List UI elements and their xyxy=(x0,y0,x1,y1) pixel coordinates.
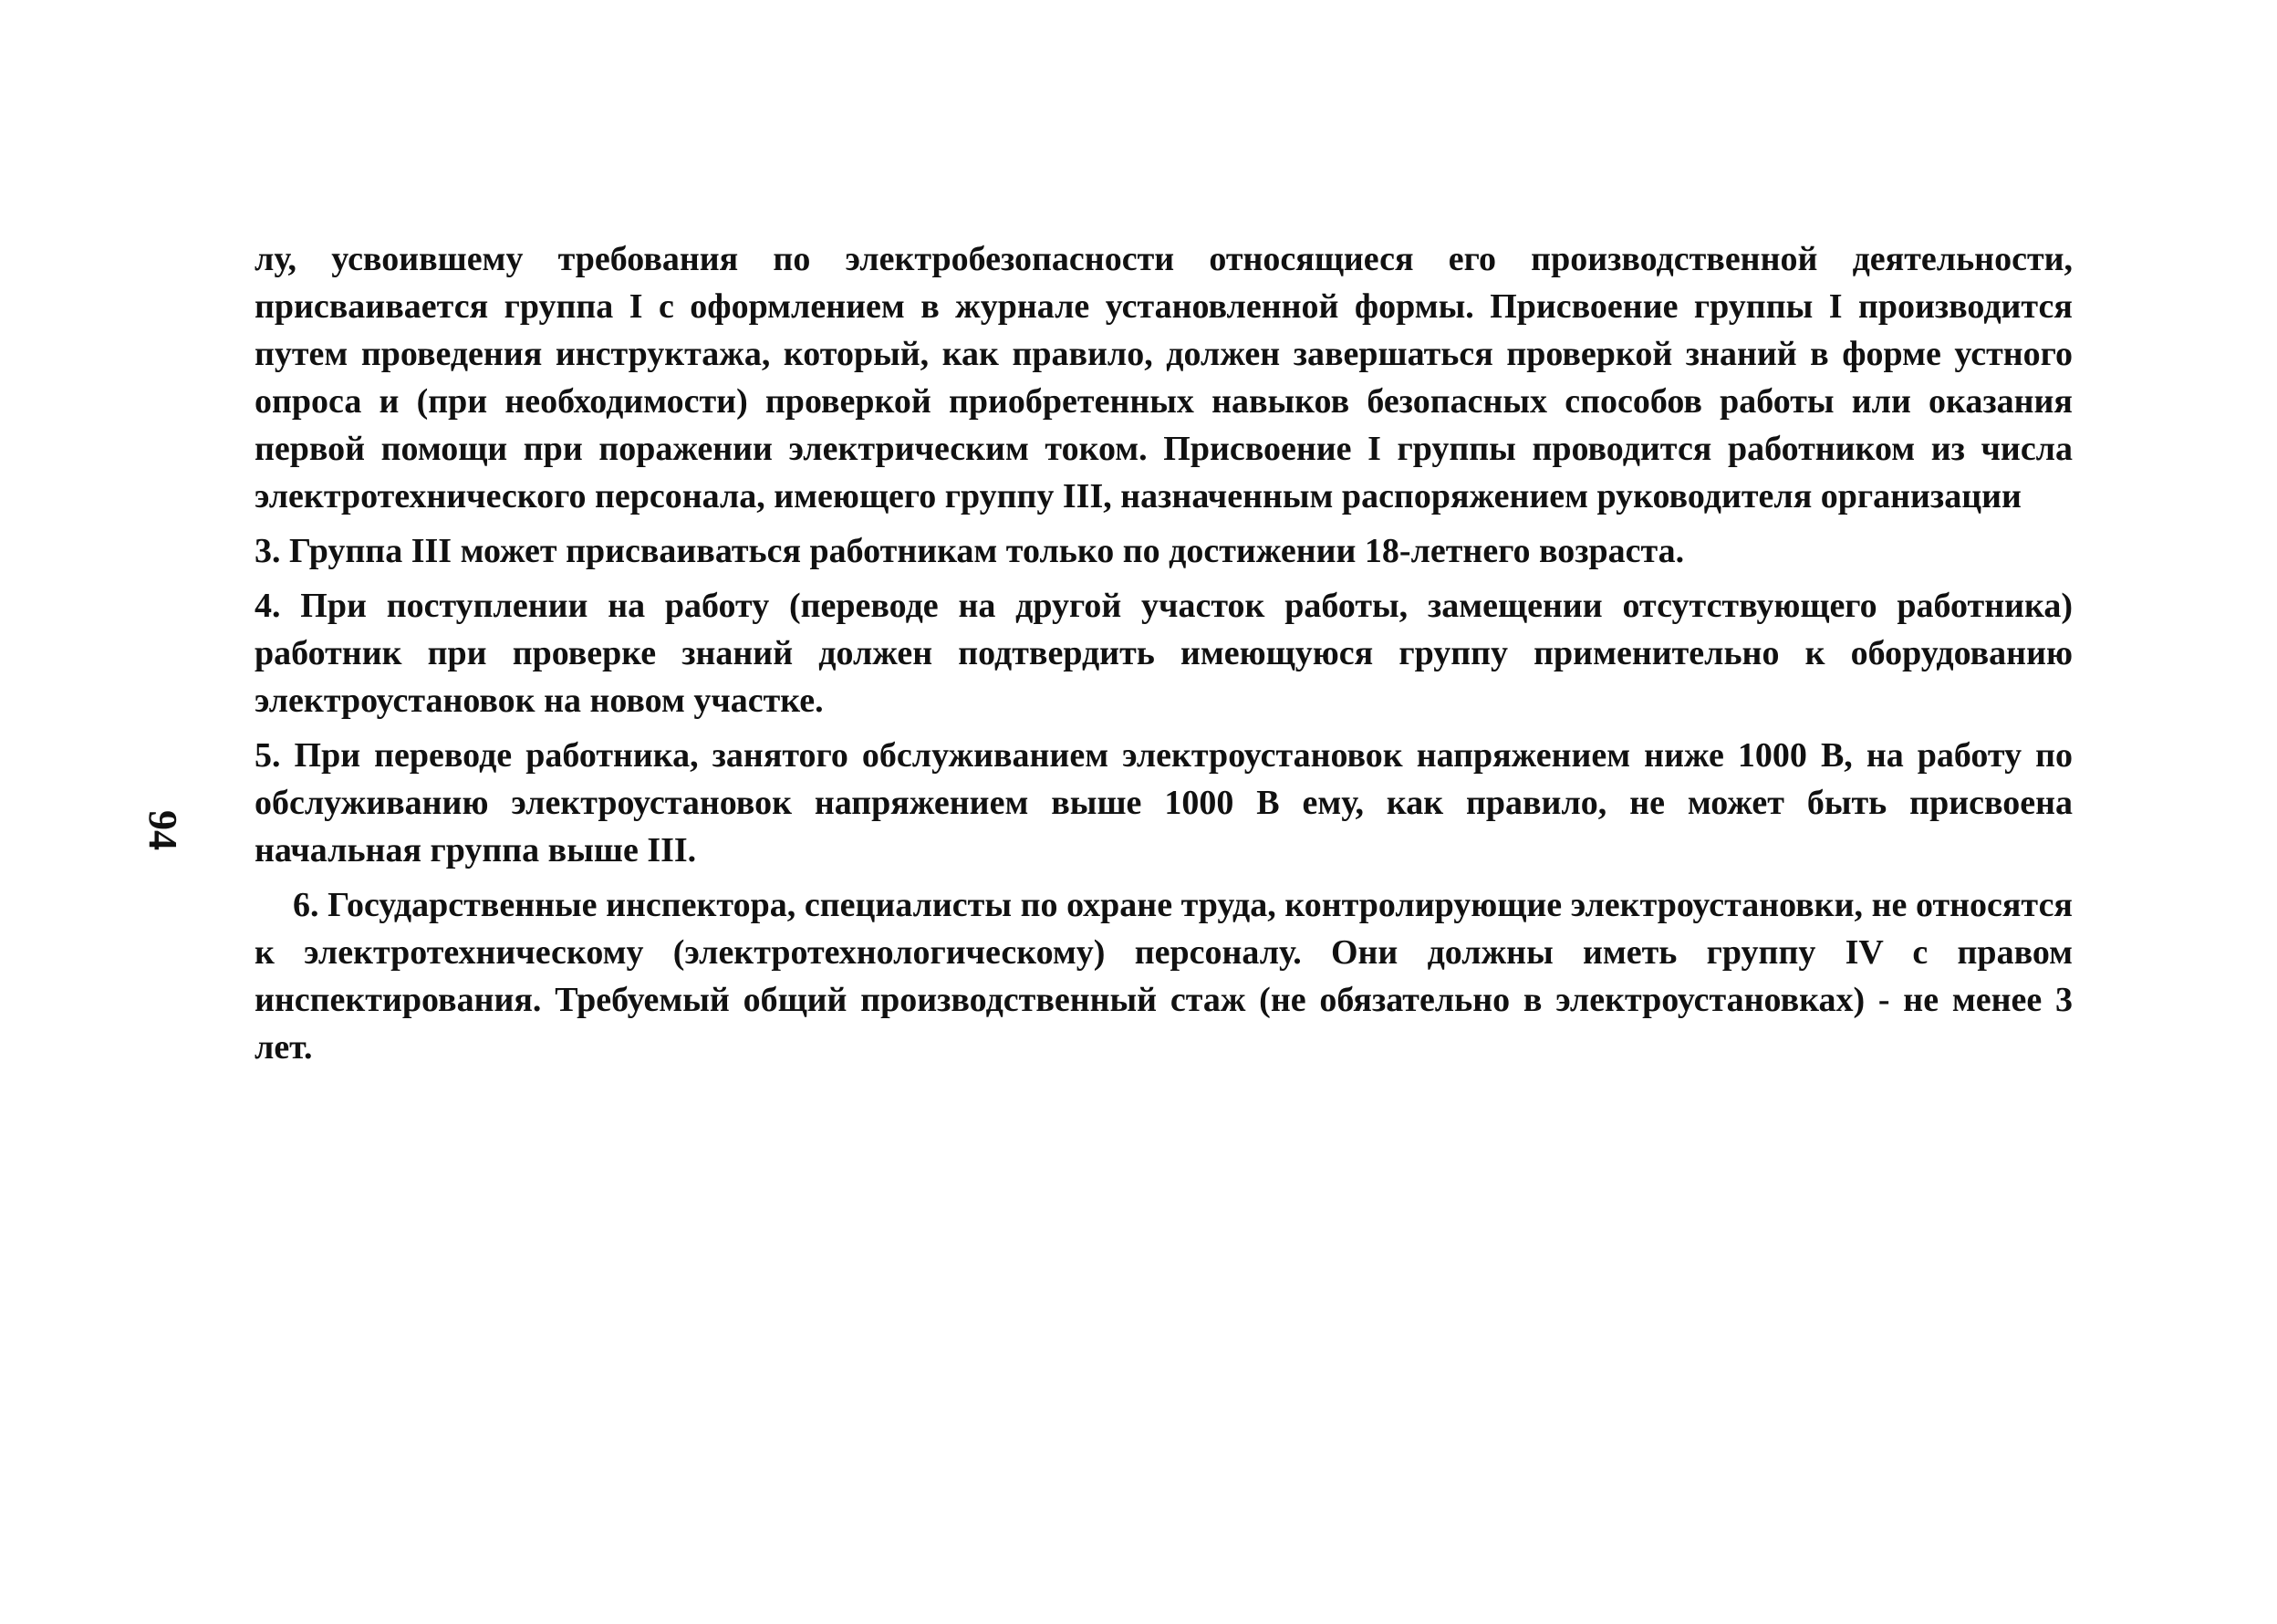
body-text xyxy=(255,235,2073,1071)
page-number: 94 xyxy=(140,810,185,850)
paragraph-item-5: 5. При переводе работника, занятого обслуживанием электроустановок напряжением ниже 1000 В, на работу по обслуживанию электроустановок напряжением выше 1000 В ему, как правило, не может быть присвоена начальная группа выше III. xyxy=(255,736,2073,869)
paragraph-group-1-continuation: лу, усвоившему требования по электробезопасности относящиеся его производственной деятельности, присваивается группа I с оформлением в журнале установленной формы. Присвоение группы I производится путем проведения инструктажа, который, как правило, должен завершаться проверкой знаний в форме устного опроса и (при необходимости) проверкой приобретенных навыков безопасных способов работы или оказания первой помощи при поражении электрическим током. Присвоение I группы проводится работником из числа электротехнического персонала, имеющего группу III, назначенным распоряжением руководителя организации xyxy=(255,240,2073,515)
paragraph-item-4: 4. При поступлении на работу (переводе на другой участок работы, замещении отсутствующего работника) работник при проверке знаний должен подтвердить имеющуюся группу применительно к оборудованию электроустановок на новом участке. xyxy=(255,587,2073,720)
paragraph-item-3: 3. Группа III может присваиваться работникам только по достижении 18-летнего возраста. xyxy=(255,532,1685,570)
paragraph-item-6: 6. Государственные инспектора, специалисты по охране труда, контролирующие электроустановки, не относятся к электротехническому (электротехнологическому) персоналу. Они должны иметь группу IV с правом инспектирования. Требуемый общий производственный стаж (не обязательно в электроустановках) - не менее 3 лет. xyxy=(255,886,2073,1067)
